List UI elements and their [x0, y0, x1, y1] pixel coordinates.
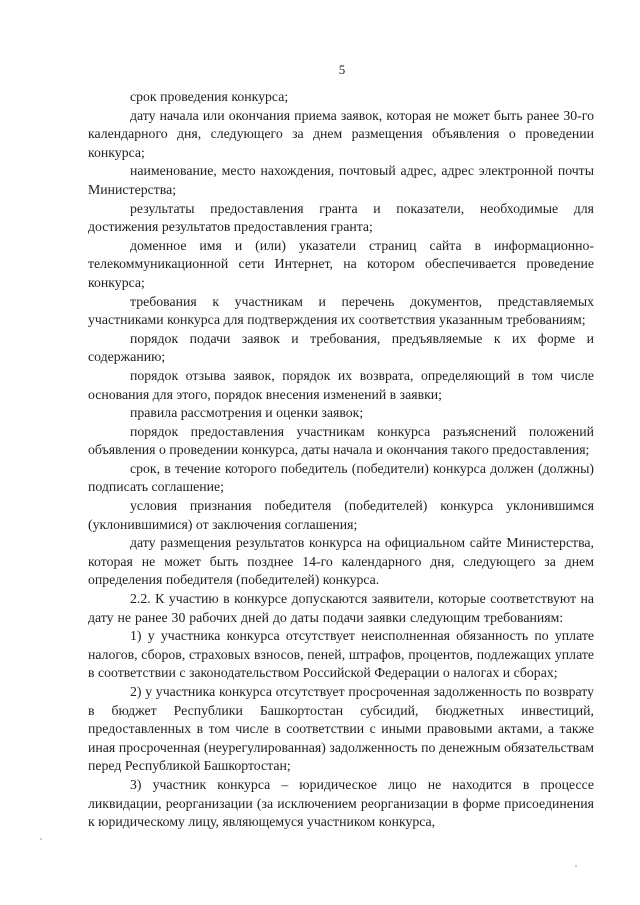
- paragraph-participant-requirements: требования к участникам и перечень документов, представляемых участниками конкурса для подтверждения их соответствия указанным требованиям;: [88, 293, 594, 328]
- paragraph-requirement-1: 1) у участника конкурса отсутствует неисполненная обязанность по уплате налогов, сборов, страховых взносов, пеней, штрафов, процентов, подлежащих уплате в соответствии с законодательством Российской Федерации о налогах и сборах;: [88, 628, 594, 681]
- scan-speck: [575, 865, 577, 867]
- scan-speck: [40, 838, 42, 840]
- paragraph-grant-results: результаты предоставления гранта и показатели, необходимые для достижения результатов предоставления гранта;: [88, 200, 594, 235]
- paragraph-clarifications: порядок предоставления участникам конкурса разъяснений положений объявления о проведении конкурса, даты начала и окончания такого предоставления;: [88, 423, 594, 458]
- paragraph-signing-deadline: срок, в течение которого победитель (победители) конкурса должен (должны) подписать соглашение;: [88, 460, 594, 495]
- paragraph-results-publication: дату размещения результатов конкурса на официальном сайте Министерства, которая не может быть позднее 14-го календарного дня, следующего за днем определения победителя (победителей) конкурса.: [88, 535, 594, 588]
- paragraph-clause-2-2: 2.2. К участию в конкурсе допускаются заявители, которые соответствуют на дату не ранее 30 рабочих дней до даты подачи заявки следующим требованиям:: [88, 591, 594, 625]
- page-number: 5: [338, 62, 346, 77]
- paragraph-evasion-conditions: условия признания победителя (победителей) конкурса уклонившимся (уклонившимися) от заключения соглашения;: [88, 498, 594, 532]
- paragraph-requirement-2: 2) у участника конкурса отсутствует просроченная задолженность по возврату в бюджет Республики Башкортостан субсидий, бюджетных инвестиций, предоставленных в том числе в соответствии с иными правовыми актами, а также иная просроченная (неурегулированная) задолженность по денежным обязательствам перед Республикой Башкортостан;: [88, 684, 594, 774]
- paragraph-domain-name: доменное имя и (или) указатели страниц сайта в информационно-телекоммуникационной сети Интернет, на котором обеспечивается проведение конкурса;: [88, 237, 594, 290]
- paragraph-submission-procedure: порядок подачи заявок и требования, предъявляемые к их форме и содержанию;: [88, 330, 594, 365]
- paragraph-application-dates: дату начала или окончания приема заявок, которая не может быть ранее 30-го календарного дня, следующего за днем размещения объявления о проведении конкурса;: [88, 107, 594, 160]
- paragraph-withdrawal-procedure: порядок отзыва заявок, порядок их возврата, определяющий в том числе основания для этого, порядок внесения изменений в заявки;: [88, 367, 594, 402]
- body-text: [88, 88, 594, 832]
- paragraph-ministry-contacts: наименование, место нахождения, почтовый адрес, адрес электронной почты Министерства;: [88, 163, 594, 197]
- paragraph-evaluation-rules: правила рассмотрения и оценки заявок;: [130, 405, 364, 421]
- paragraph-contest-period: срок проведения конкурса;: [130, 89, 289, 104]
- paragraph-requirement-3: 3) участник конкурса – юридическое лицо не находится в процессе ликвидации, реорганизации (за исключением реорганизации в форме присоединения к юридическому лицу, являющемуся участником конкурса,: [88, 776, 594, 830]
